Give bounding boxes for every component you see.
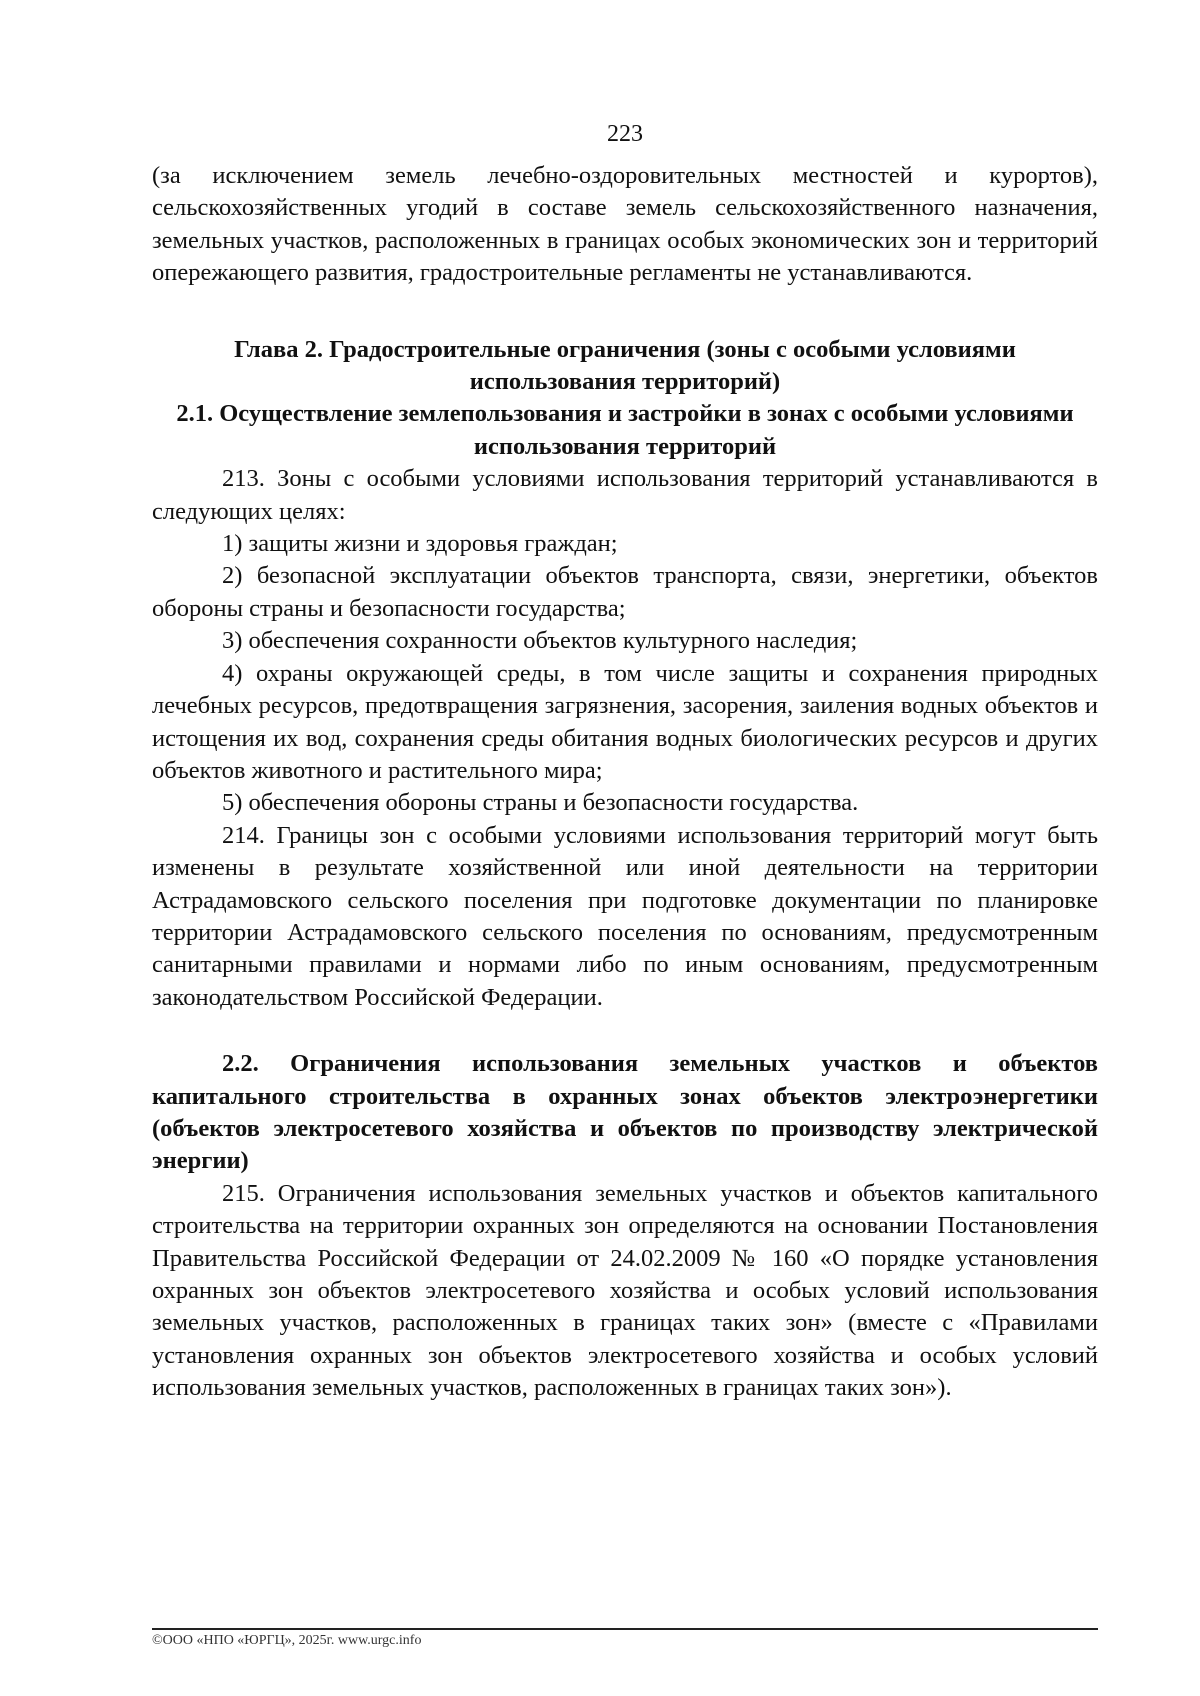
footer-copyright: ©ООО «НПО «ЮРГЦ», 2025г. www.urgc.info <box>152 1633 422 1648</box>
chapter-title: Глава 2. Градостроительные ограничения (зоны с особыми условиями использования территорий) <box>234 335 1016 396</box>
footer-divider <box>152 1628 1098 1630</box>
list-item: 3) обеспечения сохранности объектов культурного наследия; <box>222 627 858 655</box>
paragraph-214: 214. Границы зон с особыми условиями использования территорий могут быть изменены в результате хозяйственной или иной деятельности на территории Астрадамовского сельского поселения при подготовке документации по планировке территории Астрадамовского сельского поселения по основаниям, предусмотренным санитарными правилами и нормами либо по иным основаниям, предусмотренным законодательством Российской Федерации. <box>152 821 1098 1011</box>
paragraph-215: 215. Ограничения использования земельных участков и объектов капитального строительства на территории охранных зон определяются на основании Постановления Правительства Российской Федерации от 24.02.2009 № 160 «О порядке установления охранных зон объектов электросетевого хозяйства и особых условий использования земельных участков, расположенных в границах таких зон» (вместе с «Правилами установления охранных зон объектов электросетевого хозяйства и особых условий использования земельных участков, расположенных в границах таких зон»). <box>152 1179 1098 1402</box>
section-2-2-title: 2.2. Ограничения использования земельных участков и объектов капитального строительства в охранных зонах объектов электроэнергетики (объектов электросетевого хозяйства и объектов по производству электрической энергии) <box>152 1050 1098 1175</box>
section-2-1-title: 2.1. Осуществление землепользования и застройки в зонах с особыми условиями использования территорий <box>176 400 1074 460</box>
document-body <box>152 160 1098 1405</box>
intro-paragraph: (за исключением земель лечебно-оздоровительных местностей и курортов), сельскохозяйственных угодий в составе земель сельскохозяйственного назначения, земельных участков, расположенных в границах особых экономических зон и территорий опережающего развития, градостроительные регламенты не устанавливаются. <box>152 162 1098 287</box>
page-number: 223 <box>607 121 643 147</box>
list-item: 5) обеспечения обороны страны и безопасности государства. <box>222 789 859 817</box>
list-item: 2) безопасной эксплуатации объектов транспорта, связи, энергетики, объектов обороны страны и безопасности государства; <box>152 562 1098 622</box>
paragraph-213: 213. Зоны с особыми условиями использования территорий устанавливаются в следующих целях: <box>152 465 1098 525</box>
list-item: 1) защиты жизни и здоровья граждан; <box>222 530 618 558</box>
list-item: 4) охраны окружающей среды, в том числе защиты и сохранения природных лечебных ресурсов, предотвращения загрязнения, засорения, заиления водных объектов и истощения их вод, сохранения среды обитания водных биологических ресурсов и других объектов животного и растительного мира; <box>152 659 1098 784</box>
